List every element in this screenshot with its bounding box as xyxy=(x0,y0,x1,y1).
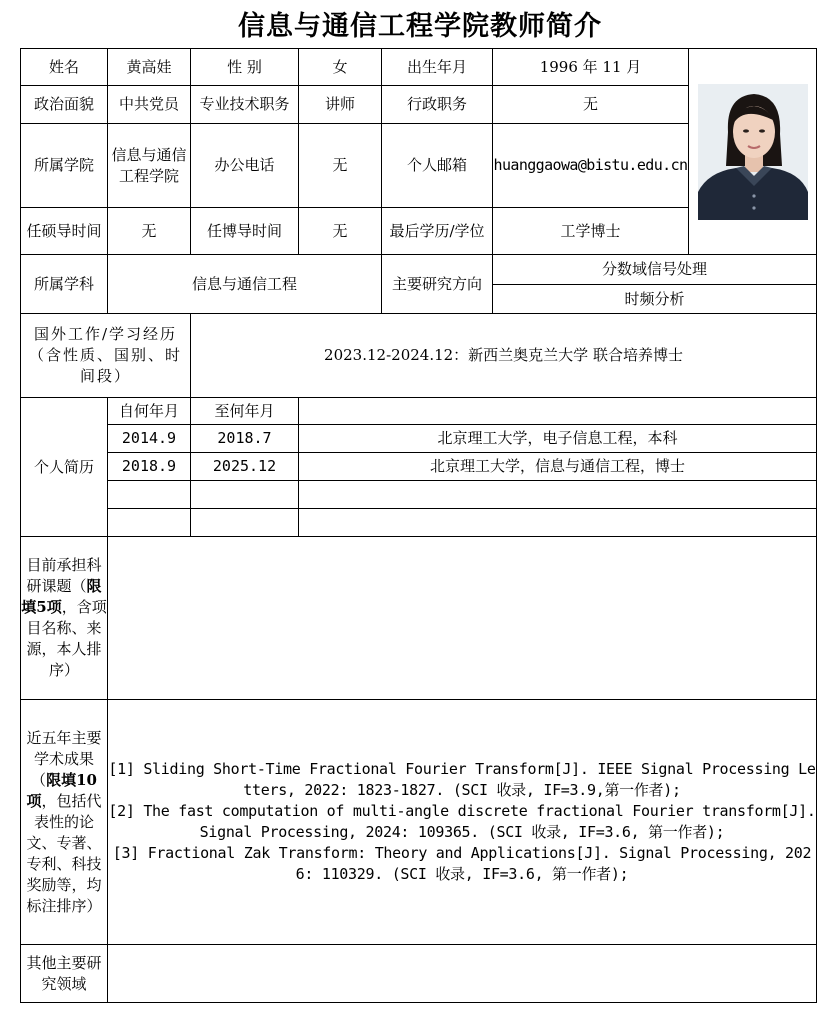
resume-from: 2018.9 xyxy=(108,453,191,481)
portrait-photo xyxy=(698,84,808,220)
master-time-label: 任硕导时间 xyxy=(21,208,108,255)
table-row xyxy=(21,314,817,398)
phone-label: 办公电话 xyxy=(191,124,299,208)
political-label: 政治面貌 xyxy=(21,86,108,124)
page-title: 信息与通信工程学院教师简介 xyxy=(238,11,602,42)
profile-table xyxy=(20,48,817,1003)
research-item: 分数域信号处理 xyxy=(493,255,817,285)
admin-label: 行政职务 xyxy=(382,86,493,124)
achievement-item: [3] Fractional Zak Transform: Theory and Applications[J]. Signal Processing, 2026: 110329. (SCI 收录, IF=3.6, 第一作者); xyxy=(112,844,812,883)
discipline-value: 信息与通信工程 xyxy=(108,255,382,314)
table-row xyxy=(21,425,817,453)
title-label: 专业技术职务 xyxy=(191,86,299,124)
name-label: 姓名 xyxy=(21,49,108,86)
resume-from-header: 自何年月 xyxy=(108,398,191,425)
gender-label: 性 别 xyxy=(191,49,299,86)
projects-label: 目前承担科研课题（限填5项，含项目名称、来源，本人排序） xyxy=(21,537,108,700)
achievements-label: 近五年主要学术成果（限填10项，包括代表性的论文、专著、专利、科技奖励等，均标注排序） xyxy=(21,700,108,945)
resume-to: 2018.7 xyxy=(191,425,299,453)
email-label: 个人邮箱 xyxy=(382,124,493,208)
table-row xyxy=(21,537,817,700)
title-value: 讲师 xyxy=(299,86,382,124)
name-value: 黄高娃 xyxy=(108,49,191,86)
table-row xyxy=(21,945,817,1003)
achievement-item: [2] The fast computation of multi-angle discrete fractional Fourier transform[J]. Signal Processing, 2024: 109365. (SCI 收录, IF=3.6, 第一作者); xyxy=(108,802,816,841)
achievements-value xyxy=(108,700,817,945)
resume-label: 个人简历 xyxy=(21,398,108,537)
resume-from: 2014.9 xyxy=(108,425,191,453)
table-row xyxy=(21,481,817,509)
resume-desc xyxy=(299,509,817,537)
political-value: 中共党员 xyxy=(108,86,191,124)
gender-value: 女 xyxy=(299,49,382,86)
master-time-value: 无 xyxy=(108,208,191,255)
other-fields-value xyxy=(108,945,817,1003)
resume-to xyxy=(191,509,299,537)
email-value: huanggaowa@bistu.edu.cn xyxy=(493,124,689,208)
degree-label: 最后学历/学位 xyxy=(382,208,493,255)
birth-label: 出生年月 xyxy=(382,49,493,86)
resume-desc: 北京理工大学，电子信息工程，本科 xyxy=(299,425,817,453)
discipline-label: 所属学科 xyxy=(21,255,108,314)
resume-from xyxy=(108,481,191,509)
phd-time-value: 无 xyxy=(299,208,382,255)
projects-value xyxy=(108,537,817,700)
achievement-item: [1] Sliding Short-Time Fractional Fourier Transform[J]. IEEE Signal Processing Letters, 2022: 1823-1827. (SCI 收录, IF=3.9,第一作者); xyxy=(108,760,816,799)
table-row xyxy=(21,255,817,285)
abroad-label: 国外工作/学习经历（含性质、国别、时间段） xyxy=(21,314,191,398)
table-row xyxy=(21,49,817,86)
research-item: 时频分析 xyxy=(493,285,817,314)
resume-desc xyxy=(299,481,817,509)
table-row xyxy=(21,453,817,481)
degree-value: 工学博士 xyxy=(493,208,689,255)
resume-to-header: 至何年月 xyxy=(191,398,299,425)
resume-to xyxy=(191,481,299,509)
phd-time-label: 任博导时间 xyxy=(191,208,299,255)
photo-cell xyxy=(689,49,817,255)
school-value: 信息与通信工程学院 xyxy=(108,124,191,208)
resume-to: 2025.12 xyxy=(191,453,299,481)
phone-value: 无 xyxy=(299,124,382,208)
table-row xyxy=(21,398,817,425)
admin-value: 无 xyxy=(493,86,689,124)
resume-desc: 北京理工大学，信息与通信工程，博士 xyxy=(299,453,817,481)
other-fields-label: 其他主要研究领域 xyxy=(21,945,108,1003)
resume-desc-header xyxy=(299,398,817,425)
table-row xyxy=(21,509,817,537)
abroad-value: 2023.12-2024.12：新西兰奥克兰大学 联合培养博士 xyxy=(191,314,817,398)
school-label: 所属学院 xyxy=(21,124,108,208)
table-row xyxy=(21,700,817,945)
birth-value: 1996 年 11 月 xyxy=(493,49,689,86)
resume-from xyxy=(108,509,191,537)
research-label: 主要研究方向 xyxy=(382,255,493,314)
